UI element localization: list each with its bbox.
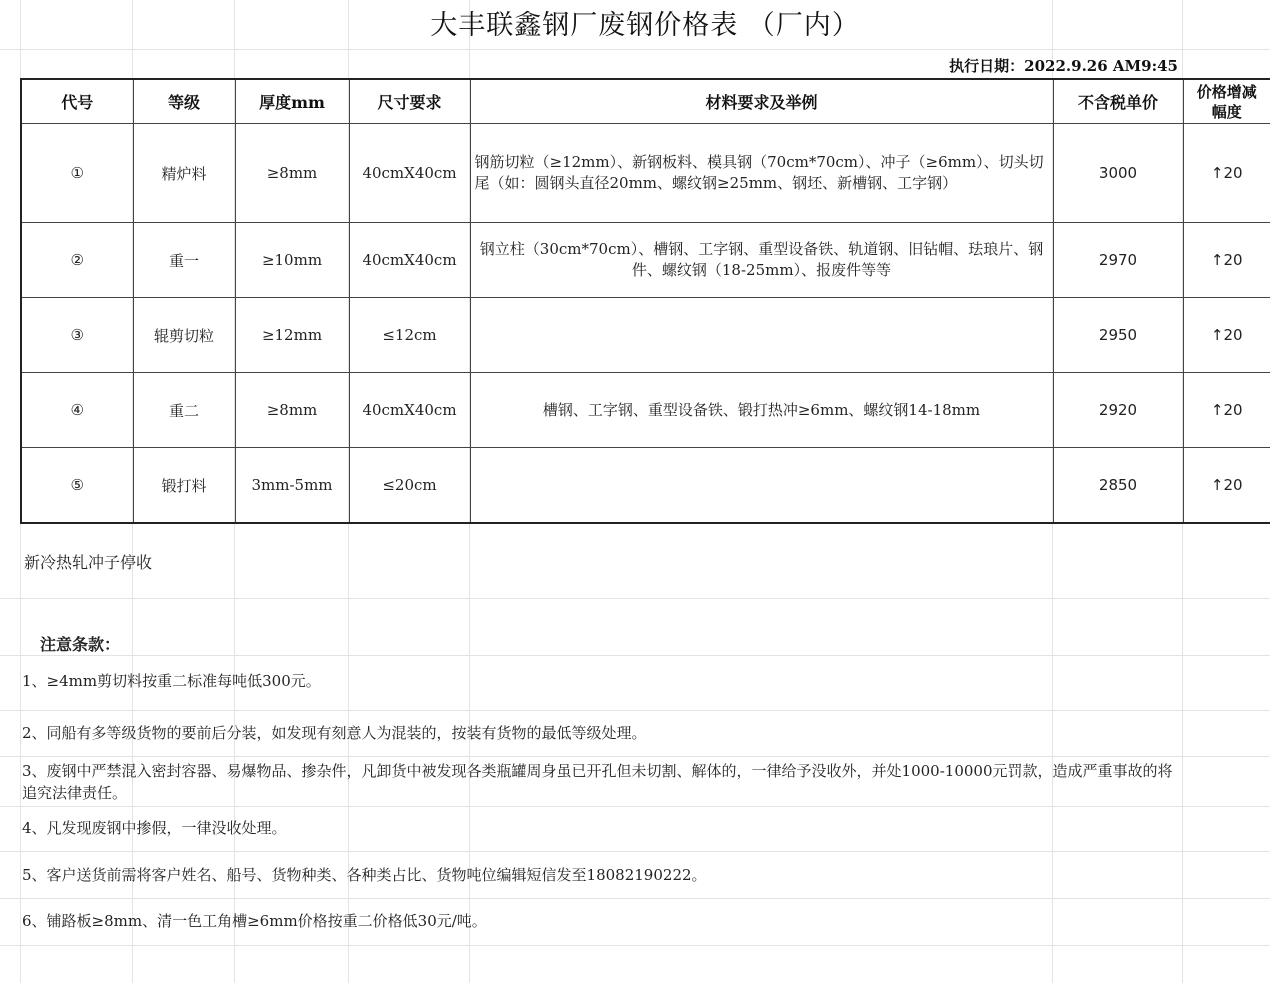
header-price[interactable]: 不含税单价 xyxy=(1053,79,1183,124)
header-thickness[interactable]: 厚度mm xyxy=(235,79,349,124)
gridline xyxy=(0,710,1270,711)
term-item[interactable]: 3、废钢中严禁混入密封容器、易爆物品、掺杂件，凡卸货中被发现各类瓶罐周身虽已开孔但未切割、解体的，一律给予没收外，并处1000-10000元罚款，造成严重事故的将追究法律责任。 xyxy=(22,762,1173,802)
gridline xyxy=(0,49,1270,50)
header-material[interactable]: 材料要求及举例 xyxy=(470,79,1053,124)
cell-size[interactable]: 40cmX40cm xyxy=(349,373,470,448)
cell-code[interactable]: ① xyxy=(21,124,133,223)
term-item[interactable]: 4、凡发现废钢中掺假，一律没收处理。 xyxy=(22,819,287,837)
term-item[interactable]: 6、铺路板≥8mm、清一色工角槽≥6mm价格按重二价格低30元/吨。 xyxy=(22,912,487,930)
cell-thickness[interactable]: ≥12mm xyxy=(235,298,349,373)
table-row xyxy=(21,448,1270,524)
header-change-line1: 价格增减 xyxy=(1196,82,1257,101)
table-row xyxy=(21,298,1270,373)
gridline xyxy=(0,756,1270,757)
gridline xyxy=(0,898,1270,899)
notice-text[interactable]: 新冷热轧冲子停收 xyxy=(24,553,153,572)
cell-price[interactable]: 2850 xyxy=(1053,448,1183,524)
term-item[interactable]: 5、客户送货前需将客户姓名、船号、货物种类、各种类占比、货物吨位编辑短信发至18082190222。 xyxy=(22,866,707,884)
terms-title[interactable]: 注意条款： xyxy=(40,635,121,654)
cell-change[interactable]: ↑20 xyxy=(1183,124,1270,223)
cell-price[interactable]: 2970 xyxy=(1053,223,1183,298)
cell-grade[interactable]: 辊剪切粒 xyxy=(133,298,235,373)
term-item[interactable]: 2、同船有多等级货物的要前后分装，如发现有刻意人为混装的，按装有货物的最低等级处理。 xyxy=(22,724,647,742)
cell-thickness[interactable]: ≥8mm xyxy=(235,124,349,223)
cell-material[interactable]: 钢筋切粒（≥12mm）、新钢板料、模具钢（70cm*70cm）、冲子（≥6mm）、切头切尾（如：圆钢头直径20mm、螺纹钢≥25mm、钢坯、新槽钢、工字钢） xyxy=(470,124,1053,223)
cell-price[interactable]: 2920 xyxy=(1053,373,1183,448)
price-table xyxy=(20,78,1270,524)
cell-change[interactable]: ↑20 xyxy=(1183,373,1270,448)
table-row xyxy=(21,223,1270,298)
cell-material[interactable]: 钢立柱（30cm*70cm）、槽钢、工字钢、重型设备铁、轨道钢、旧钻帽、珐琅片、钢件、螺纹钢（18-25mm）、报废件等等 xyxy=(470,223,1053,298)
header-size[interactable]: 尺寸要求 xyxy=(349,79,470,124)
header-change-line2: 幅度 xyxy=(1211,102,1242,121)
cell-change[interactable]: ↑20 xyxy=(1183,448,1270,524)
header-code[interactable]: 代号 xyxy=(21,79,133,124)
header-change[interactable] xyxy=(1183,79,1270,124)
gridline xyxy=(0,806,1270,807)
gridline xyxy=(0,851,1270,852)
cell-size[interactable]: 40cmX40cm xyxy=(349,223,470,298)
cell-thickness[interactable]: ≥10mm xyxy=(235,223,349,298)
cell-code[interactable]: ③ xyxy=(21,298,133,373)
cell-grade[interactable]: 重一 xyxy=(133,223,235,298)
execution-date[interactable]: 执行日期：2022.9.26 AM9:45 xyxy=(949,57,1178,75)
cell-change[interactable]: ↑20 xyxy=(1183,223,1270,298)
cell-code[interactable]: ④ xyxy=(21,373,133,448)
cell-material[interactable]: 槽钢、工字钢、重型设备铁、锻打热冲≥6mm、螺纹钢14-18mm xyxy=(470,373,1053,448)
cell-code[interactable]: ② xyxy=(21,223,133,298)
gridline xyxy=(0,655,1270,656)
gridline xyxy=(0,945,1270,946)
cell-material[interactable] xyxy=(470,448,1053,524)
cell-price[interactable]: 3000 xyxy=(1053,124,1183,223)
cell-grade[interactable]: 精炉料 xyxy=(133,124,235,223)
table-row xyxy=(21,124,1270,223)
cell-size[interactable]: ≤12cm xyxy=(349,298,470,373)
cell-code[interactable]: ⑤ xyxy=(21,448,133,524)
cell-size[interactable]: 40cmX40cm xyxy=(349,124,470,223)
gridline xyxy=(0,598,1270,599)
cell-grade[interactable]: 锻打料 xyxy=(133,448,235,524)
cell-size[interactable]: ≤20cm xyxy=(349,448,470,524)
cell-price[interactable]: 2950 xyxy=(1053,298,1183,373)
table-row xyxy=(21,373,1270,448)
cell-grade[interactable]: 重二 xyxy=(133,373,235,448)
cell-change[interactable]: ↑20 xyxy=(1183,298,1270,373)
cell-material[interactable] xyxy=(470,298,1053,373)
header-row xyxy=(21,79,1270,124)
page-title[interactable]: 大丰联鑫钢厂废钢价格表 （厂内） xyxy=(430,10,860,41)
header-grade[interactable]: 等级 xyxy=(133,79,235,124)
cell-thickness[interactable]: ≥8mm xyxy=(235,373,349,448)
term-item[interactable]: 1、≥4mm剪切料按重二标准每吨低300元。 xyxy=(22,672,321,690)
cell-thickness[interactable]: 3mm-5mm xyxy=(235,448,349,524)
